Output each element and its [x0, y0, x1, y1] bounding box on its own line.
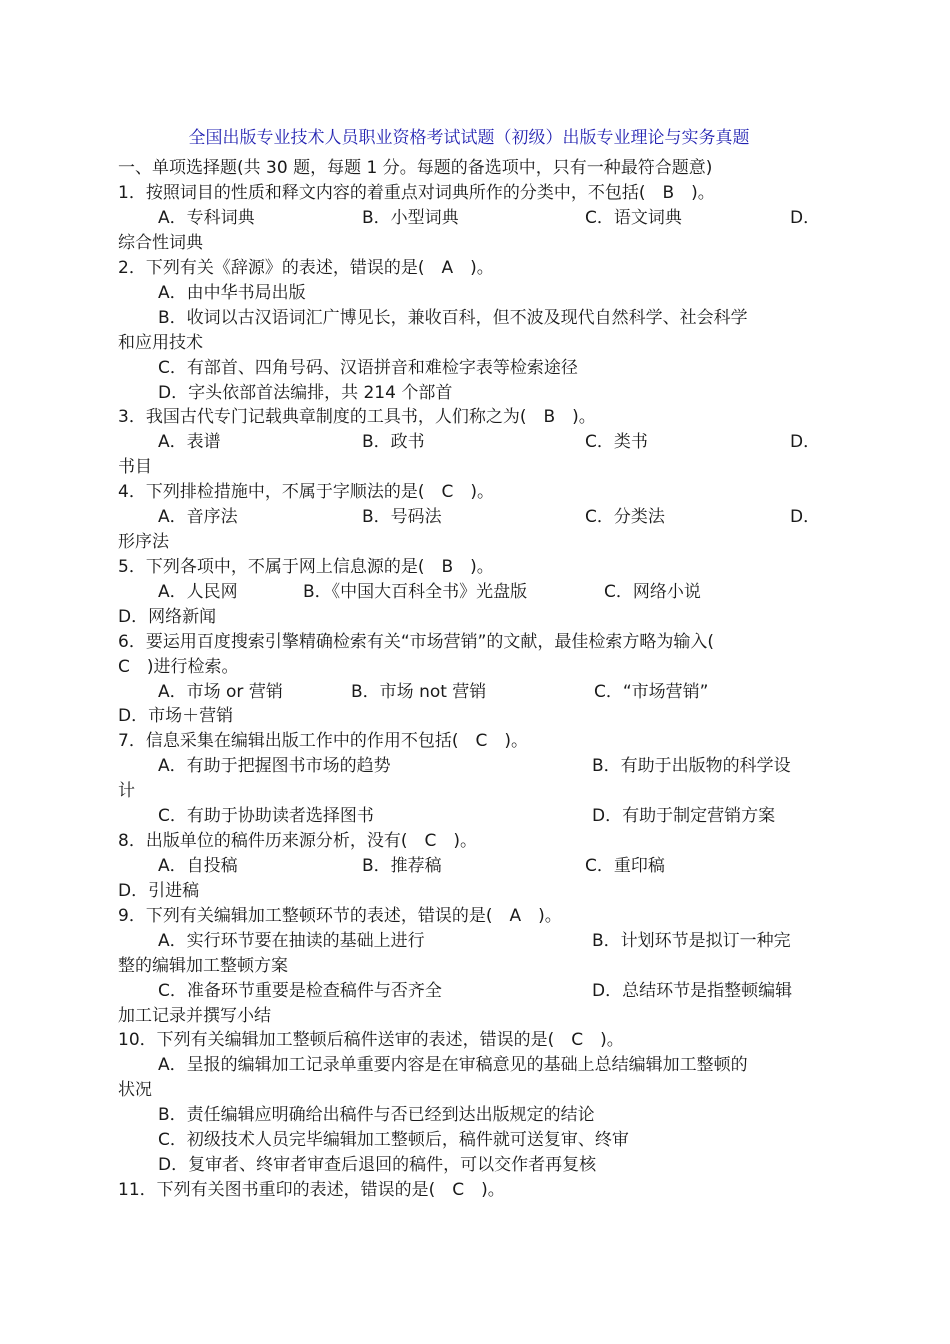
q2-option-c: C．有部首、四角号码、汉语拼音和难检字表等检索途径	[158, 358, 578, 378]
q9-option-b: B．计划环节是拟订一种完	[592, 931, 791, 951]
q10-option-c: C．初级技术人员完毕编辑加工整顿后，稿件就可送复审、终审	[158, 1130, 629, 1150]
question-3-stem: 3．我国古代专门记载典章制度的工具书，人们称之为( B )。	[118, 407, 596, 427]
q8-option-a: A．自投稿	[158, 856, 238, 876]
q2-option-b-continued: 和应用技术	[118, 333, 203, 353]
question-7-stem: 7．信息采集在编辑出版工作中的作用不包括( C )。	[118, 731, 528, 751]
q5-option-c: C．网络小说	[604, 582, 701, 602]
q4-option-c: C．分类法	[585, 507, 665, 527]
q7-option-b-continued: 计	[118, 781, 135, 801]
q1-option-d-continued: 综合性词典	[118, 233, 203, 253]
q8-option-c: C．重印稿	[585, 856, 665, 876]
q3-option-b: B．政书	[362, 432, 425, 452]
q9-option-d: D．总结环节是指整顿编辑	[592, 981, 793, 1001]
q2-option-a: A．由中华书局出版	[158, 283, 306, 303]
q10-option-b: B．责任编辑应明确给出稿件与否已经到达出版规定的结论	[158, 1105, 595, 1125]
q5-option-b: B．《中国大百科全书》光盘版	[303, 582, 528, 602]
q8-option-b: B．推荐稿	[362, 856, 442, 876]
q9-option-b-continued: 整的编辑加工整顿方案	[118, 956, 288, 976]
q6-option-d: D．市场＋营销	[118, 706, 234, 726]
document-title: 全国出版专业技术人员职业资格考试试题（初级）出版专业理论与实务真题	[188, 128, 750, 148]
q4-option-a: A．音序法	[158, 507, 238, 527]
q4-option-b: B．号码法	[362, 507, 442, 527]
q5-option-d: D．网络新闻	[118, 607, 217, 627]
q1-option-d: D．	[790, 208, 821, 228]
q8-option-d: D．引进稿	[118, 881, 200, 901]
question-10-stem: 10．下列有关编辑加工整顿后稿件送审的表述，错误的是( C )。	[118, 1030, 624, 1050]
q2-option-b: B．收词以古汉语词汇广博见长，兼收百科，但不波及现代自然科学、社会科学	[158, 308, 748, 328]
q1-option-b: B．小型词典	[362, 208, 459, 228]
q6-option-b: B．市场 not 营销	[351, 682, 487, 702]
question-6-stem: 6．要运用百度搜索引擎精确检索有关“市场营销”的文献，最佳检索方略为输入(	[118, 632, 715, 652]
question-9-stem: 9．下列有关编辑加工整顿环节的表述，错误的是( A )。	[118, 906, 562, 926]
q2-option-d: D．字头依部首法编排，共 214 个部首	[158, 383, 453, 403]
q1-option-c: C．语文词典	[585, 208, 682, 228]
q5-option-a: A．人民网	[158, 582, 238, 602]
q3-option-c: C．类书	[585, 432, 648, 452]
question-6-stem-continued: C )进行检索。	[118, 657, 239, 677]
q7-option-c: C．有助于协助读者选择图书	[158, 806, 374, 826]
q3-option-d-continued: 书目	[118, 457, 152, 477]
q9-option-a: A．实行环节要在抽读的基础上进行	[158, 931, 425, 951]
q6-option-a: A．市场 or 营销	[158, 682, 283, 702]
q10-option-d: D．复审者、终审者审查后退回的稿件，可以交作者再复核	[158, 1155, 597, 1175]
q3-option-d: D．	[790, 432, 821, 452]
q4-option-d-continued: 形序法	[118, 532, 169, 552]
question-8-stem: 8．出版单位的稿件历来源分析，没有( C )。	[118, 831, 477, 851]
section-heading: 一、单项选择题(共 30 题，每题 1 分。每题的备选项中，只有一种最符合题意)	[118, 158, 713, 178]
q10-option-a-continued: 状况	[118, 1080, 152, 1100]
question-5-stem: 5．下列各项中，不属于网上信息源的是( B )。	[118, 557, 494, 577]
question-4-stem: 4．下列排检措施中，不属于字顺法的是( C )。	[118, 482, 494, 502]
q9-option-d-continued: 加工记录并撰写小结	[118, 1006, 271, 1026]
question-2-stem: 2．下列有关《辞源》的表述，错误的是( A )。	[118, 258, 494, 278]
q6-option-c: C．“市场营销”	[594, 682, 709, 702]
q7-option-b: B．有助于出版物的科学设	[592, 756, 791, 776]
q9-option-c: C．准备环节重要是检查稿件与否齐全	[158, 981, 442, 1001]
question-1-stem: 1．按照词目的性质和释文内容的着重点对词典所作的分类中，不包括( B )。	[118, 183, 715, 203]
q10-option-a: A．呈报的编辑加工记录单重要内容是在审稿意见的基础上总结编辑加工整顿的	[158, 1055, 748, 1075]
q4-option-d: D．	[790, 507, 821, 527]
q1-option-a: A．专科词典	[158, 208, 255, 228]
q7-option-a: A．有助于把握图书市场的趋势	[158, 756, 391, 776]
question-11-stem: 11．下列有关图书重印的表述，错误的是( C )。	[118, 1180, 505, 1200]
q3-option-a: A．表谱	[158, 432, 221, 452]
q7-option-d: D．有助于制定营销方案	[592, 806, 776, 826]
